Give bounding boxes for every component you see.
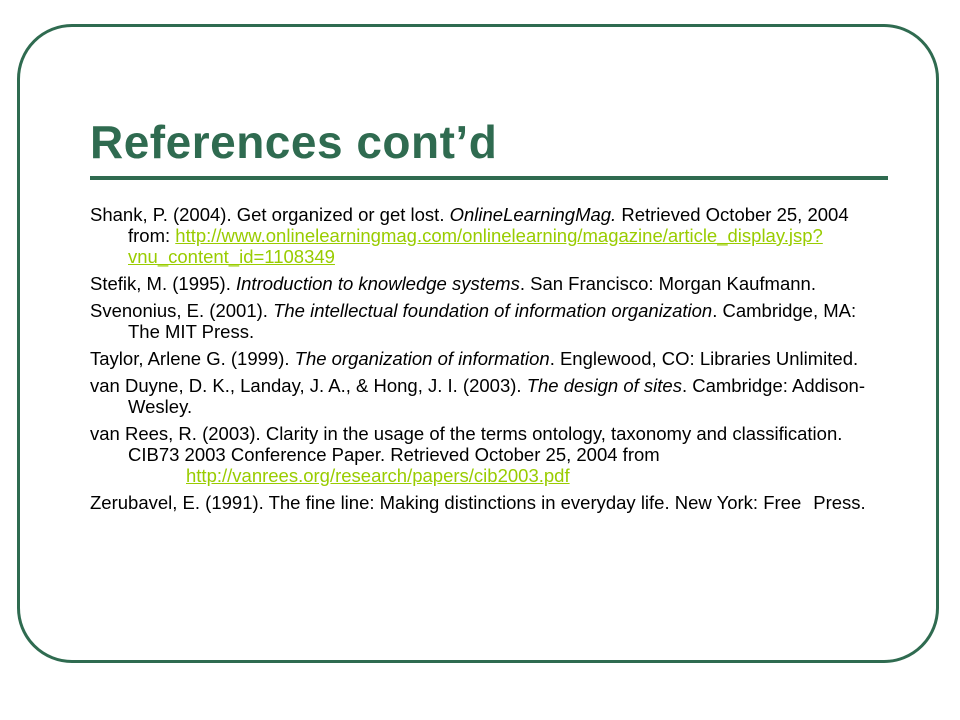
reference-text: Zerubavel, E. (1991). The fine line: Making distinctions in everyday life. New York: Free bbox=[90, 492, 802, 513]
reference-item-svenonius bbox=[90, 300, 890, 342]
reference-text: . Englewood, CO: Libraries Unlimited. bbox=[549, 348, 859, 369]
reference-link[interactable]: http://www.onlinelearningmag.com/onlinelearning/magazine/article_display.jsp?vnu_content_id=1108349 bbox=[128, 225, 823, 267]
reference-item-van-rees bbox=[90, 423, 890, 486]
reference-text: van Duyne, D. K., Landay, J. A., & Hong, J. I. (2003). bbox=[90, 375, 527, 396]
reference-italic-title: The intellectual foundation of information organization bbox=[273, 300, 713, 321]
reference-italic-title: The design of sites bbox=[526, 375, 682, 396]
reference-italic-title: OnlineLearningMag. bbox=[449, 204, 617, 225]
slide-title: References cont’d bbox=[90, 116, 498, 168]
reference-italic-title: The organization of information bbox=[294, 348, 550, 369]
reference-italic-title: Introduction to knowledge systems bbox=[236, 273, 520, 294]
title-divider bbox=[90, 176, 888, 180]
reference-text: Stefik, M. (1995). bbox=[90, 273, 236, 294]
reference-text: . Cambridge, MA: The MIT Press. bbox=[128, 300, 857, 342]
reference-item-stefik bbox=[90, 273, 890, 294]
reference-link[interactable]: http://vanrees.org/research/papers/cib2003.pdf bbox=[186, 465, 570, 486]
reference-list bbox=[90, 204, 890, 519]
reference-text: Taylor, Arlene G. (1999). bbox=[90, 348, 295, 369]
reference-text: Svenonius, E. (2001). bbox=[90, 300, 274, 321]
reference-text: . San Francisco: Morgan Kaufmann. bbox=[519, 273, 816, 294]
reference-text: Retrieved October 25, 2004 from: bbox=[128, 204, 849, 246]
reference-text: Shank, P. (2004). Get organized or get lost. bbox=[90, 204, 450, 225]
reference-item-taylor bbox=[90, 348, 890, 369]
reference-item-shank bbox=[90, 204, 890, 267]
reference-text: Press. bbox=[813, 492, 866, 513]
reference-text: . Cambridge: Addison-Wesley. bbox=[128, 375, 866, 417]
reference-text: van Rees, R. (2003). Clarity in the usage of the terms ontology, taxonomy and classification. CIB73 2003 Conference Paper. Retrieved October 25, 2004 from bbox=[90, 423, 843, 465]
reference-item-van-duyne bbox=[90, 375, 890, 417]
reference-item-zerubavel bbox=[90, 492, 890, 513]
